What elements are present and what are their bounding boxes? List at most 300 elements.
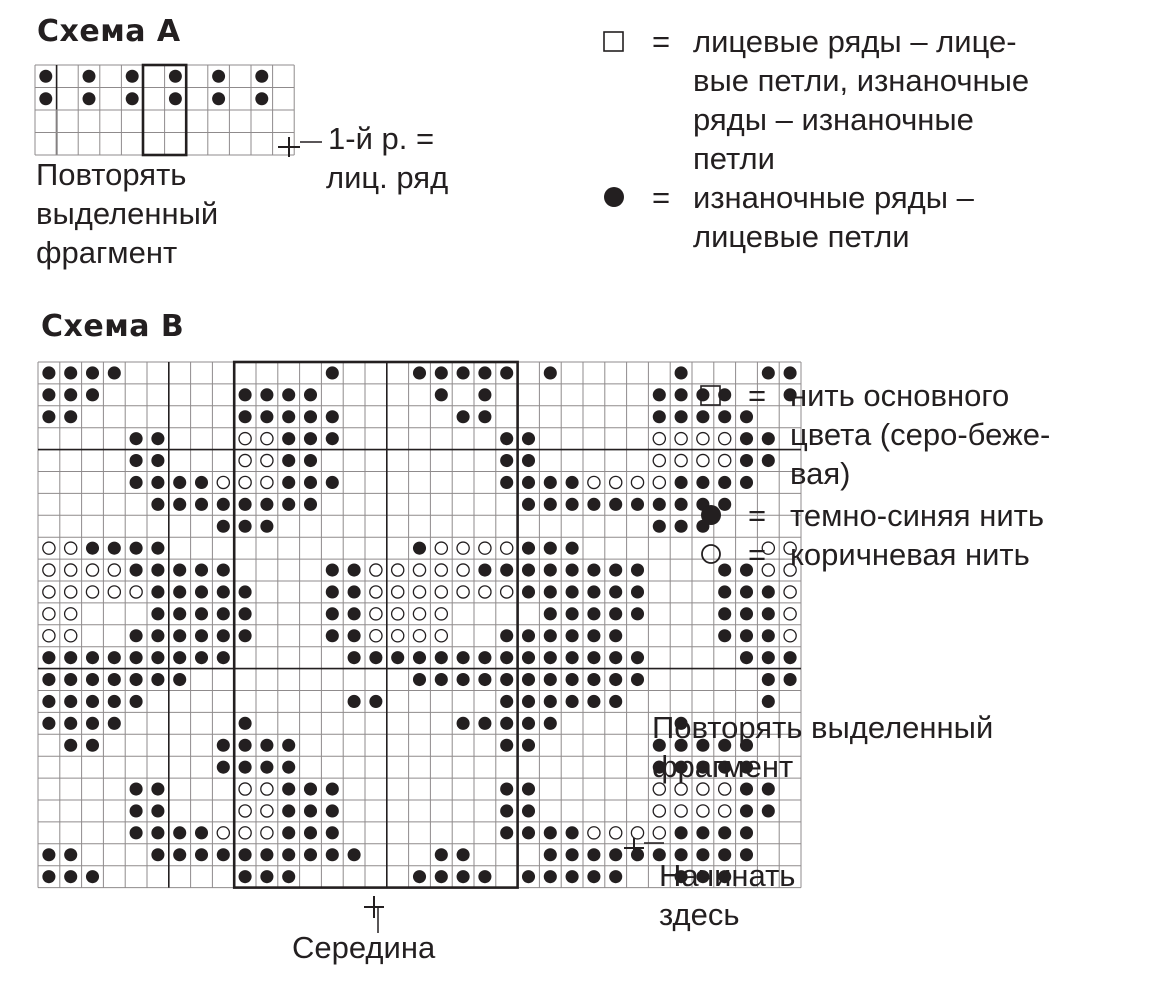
filled-dot — [718, 410, 731, 423]
open-circle — [239, 433, 251, 445]
open-circle — [65, 564, 77, 576]
filled-dot — [762, 673, 775, 686]
filled-dot — [86, 717, 99, 730]
filled-dot — [239, 498, 252, 511]
filled-dot — [675, 366, 688, 379]
filled-dot — [151, 585, 164, 598]
filled-dot — [130, 826, 143, 839]
filled-dot — [631, 651, 644, 664]
filled-dot — [478, 717, 491, 730]
open-circle — [784, 630, 796, 642]
open-circle — [697, 454, 709, 466]
open-circle — [261, 476, 273, 488]
open-circle — [239, 805, 251, 817]
filled-dot — [522, 476, 535, 489]
filled-dot — [217, 651, 230, 664]
open-circle — [65, 608, 77, 620]
filled-dot — [762, 629, 775, 642]
filled-dot — [631, 848, 644, 861]
start-here-note — [659, 856, 795, 934]
filled-dot — [587, 564, 600, 577]
filled-dot — [173, 476, 186, 489]
filled-dot — [130, 651, 143, 664]
filled-dot — [239, 848, 252, 861]
open-circle — [457, 564, 469, 576]
open-circle — [719, 454, 731, 466]
filled-dot — [675, 388, 688, 401]
filled-dot — [282, 804, 295, 817]
open-circle — [675, 454, 687, 466]
filled-dot — [566, 542, 579, 555]
filled-dot — [631, 607, 644, 620]
open-circle — [675, 805, 687, 817]
open-circle — [370, 608, 382, 620]
filled-dot — [239, 520, 252, 533]
filled-dot — [762, 804, 775, 817]
filled-dot — [326, 607, 339, 620]
legend-a-2-line-2: лицевые петли — [693, 219, 910, 254]
filled-dot — [42, 388, 55, 401]
filled-dot — [282, 432, 295, 445]
filled-dot — [762, 607, 775, 620]
filled-dot — [587, 651, 600, 664]
filled-dot — [631, 564, 644, 577]
filled-dot — [42, 695, 55, 708]
legend-b-1-line-2: цвета (серо-беже- — [790, 417, 1051, 452]
filled-dot — [282, 870, 295, 883]
legend-b-2-line-1: темно-синяя нить — [790, 498, 1044, 533]
open-circle — [784, 608, 796, 620]
filled-dot — [500, 739, 513, 752]
filled-dot — [566, 629, 579, 642]
legend-b-eq-1: = — [748, 378, 767, 413]
filled-dot — [282, 739, 295, 752]
filled-dot — [348, 629, 361, 642]
filled-dot — [195, 476, 208, 489]
filled-dot — [86, 695, 99, 708]
open-circle — [413, 608, 425, 620]
filled-dot — [740, 454, 753, 467]
open-circle — [435, 630, 447, 642]
filled-dot — [195, 564, 208, 577]
filled-dot — [435, 673, 448, 686]
filled-dot — [173, 564, 186, 577]
filled-dot — [718, 476, 731, 489]
open-circle — [653, 827, 665, 839]
filled-dot — [544, 629, 557, 642]
filled-dot — [522, 498, 535, 511]
filled-dot — [130, 432, 143, 445]
filled-dot — [740, 432, 753, 445]
filled-dot — [173, 629, 186, 642]
filled-dot — [522, 826, 535, 839]
filled-dot — [609, 629, 622, 642]
filled-dot — [42, 410, 55, 423]
filled-dot — [348, 564, 361, 577]
filled-dot — [609, 673, 622, 686]
open-circle — [719, 433, 731, 445]
filled-dot — [304, 476, 317, 489]
filled-dot — [304, 432, 317, 445]
filled-dot — [64, 651, 77, 664]
open-circle — [43, 542, 55, 554]
filled-dot — [457, 848, 470, 861]
open-circle — [501, 586, 513, 598]
filled-dot — [42, 870, 55, 883]
open-circle — [261, 783, 273, 795]
filled-dot — [587, 498, 600, 511]
filled-dot — [609, 498, 622, 511]
open-circle — [784, 586, 796, 598]
filled-dot — [348, 848, 361, 861]
filled-dot — [217, 498, 230, 511]
filled-dot — [326, 564, 339, 577]
open-circle — [370, 586, 382, 598]
open-circle — [392, 608, 404, 620]
filled-dot — [151, 629, 164, 642]
filled-dot — [413, 542, 426, 555]
filled-dot — [587, 848, 600, 861]
legend-b-eq-3: = — [748, 537, 767, 572]
filled-dot — [566, 651, 579, 664]
filled-dot — [282, 454, 295, 467]
filled-dot — [762, 585, 775, 598]
filled-dot — [522, 629, 535, 642]
filled-dot — [239, 585, 252, 598]
filled-dot — [64, 739, 77, 752]
filled-dot — [195, 629, 208, 642]
filled-dot — [718, 607, 731, 620]
filled-dot — [696, 826, 709, 839]
filled-dot — [326, 410, 339, 423]
filled-dot — [42, 848, 55, 861]
open-circle — [392, 630, 404, 642]
filled-dot — [435, 366, 448, 379]
filled-dot — [326, 848, 339, 861]
legend-b-3-line-1: коричневая нить — [790, 537, 1030, 572]
filled-dot — [86, 651, 99, 664]
filled-dot — [108, 695, 121, 708]
filled-dot — [369, 651, 382, 664]
open-circle — [43, 564, 55, 576]
filled-dot — [478, 410, 491, 423]
filled-dot — [282, 410, 295, 423]
filled-dot — [326, 366, 339, 379]
row1-note-line-2: лиц. ряд — [326, 160, 449, 195]
legend-a-1-line-1: лицевые ряды – лице- — [693, 24, 1017, 59]
filled-dot — [304, 826, 317, 839]
filled-dot — [195, 848, 208, 861]
filled-dot — [239, 410, 252, 423]
open-circle — [239, 827, 251, 839]
open-circle — [610, 476, 622, 488]
filled-dot — [522, 542, 535, 555]
filled-dot — [173, 498, 186, 511]
filled-dot — [566, 870, 579, 883]
filled-dot — [260, 520, 273, 533]
filled-dot — [544, 826, 557, 839]
filled-dot — [544, 651, 557, 664]
filled-dot — [304, 804, 317, 817]
filled-dot — [86, 366, 99, 379]
filled-dot — [675, 476, 688, 489]
legend-a-1-line-4: петли — [693, 141, 775, 176]
open-circle — [86, 564, 98, 576]
filled-dot — [457, 673, 470, 686]
filled-dot — [326, 629, 339, 642]
filled-dot — [130, 564, 143, 577]
filled-dot — [696, 410, 709, 423]
filled-dot-icon — [700, 504, 724, 528]
filled-dot — [544, 717, 557, 730]
open-circle — [217, 827, 229, 839]
filled-dot — [413, 673, 426, 686]
filled-dot — [522, 564, 535, 577]
filled-dot — [239, 870, 252, 883]
open-circle — [435, 608, 447, 620]
filled-dot — [282, 848, 295, 861]
legend-a-1-line-3: ряды – изнаночные — [693, 102, 974, 137]
open-circle — [631, 476, 643, 488]
filled-dot — [413, 870, 426, 883]
filled-dot — [653, 498, 666, 511]
open-circle — [610, 827, 622, 839]
filled-dot — [195, 607, 208, 620]
filled-dot — [587, 870, 600, 883]
filled-dot — [217, 585, 230, 598]
filled-dot — [544, 476, 557, 489]
filled-dot — [478, 388, 491, 401]
filled-dot — [500, 717, 513, 730]
filled-dot — [130, 783, 143, 796]
open-circle — [501, 542, 513, 554]
open-circle — [65, 630, 77, 642]
filled-dot — [609, 848, 622, 861]
legend-a-2-line-1: изнаночные ряды – — [693, 180, 974, 215]
filled-dot — [86, 388, 99, 401]
filled-dot — [566, 498, 579, 511]
filled-dot — [566, 476, 579, 489]
filled-dot — [609, 695, 622, 708]
filled-dot — [500, 651, 513, 664]
filled-dot — [522, 673, 535, 686]
filled-dot — [130, 804, 143, 817]
filled-dot — [718, 629, 731, 642]
filled-dot — [587, 629, 600, 642]
filled-dot — [522, 783, 535, 796]
open-circle — [588, 476, 600, 488]
filled-dot — [653, 388, 666, 401]
start-here-line-1: Начинать — [659, 858, 796, 893]
filled-dot — [740, 826, 753, 839]
row1-note-line-1: 1-й р. = — [328, 121, 435, 156]
filled-dot — [173, 607, 186, 620]
filled-dot — [64, 673, 77, 686]
filled-dot — [282, 826, 295, 839]
open-circle — [697, 805, 709, 817]
filled-dot — [478, 366, 491, 379]
filled-dot — [544, 607, 557, 620]
filled-dot — [86, 739, 99, 752]
filled-dot — [544, 695, 557, 708]
filled-dot — [544, 498, 557, 511]
filled-dot — [348, 651, 361, 664]
open-circle — [370, 630, 382, 642]
filled-dot — [217, 761, 230, 774]
filled-dot — [304, 410, 317, 423]
filled-dot — [326, 826, 339, 839]
filled-dot — [326, 476, 339, 489]
filled-dot — [587, 673, 600, 686]
filled-dot — [260, 410, 273, 423]
filled-dot — [304, 783, 317, 796]
filled-dot — [348, 607, 361, 620]
open-circle — [86, 586, 98, 598]
filled-dot — [544, 870, 557, 883]
open-circle — [653, 476, 665, 488]
filled-dot — [740, 476, 753, 489]
open-circle — [108, 564, 120, 576]
scheme-a-note-line-1: Повторять — [36, 157, 187, 192]
filled-dot — [522, 454, 535, 467]
filled-dot — [151, 826, 164, 839]
open-circle — [392, 586, 404, 598]
filled-dot — [151, 454, 164, 467]
filled-dot — [718, 826, 731, 839]
filled-dot — [326, 585, 339, 598]
filled-dot — [762, 454, 775, 467]
open-circle — [631, 827, 643, 839]
filled-dot — [522, 651, 535, 664]
filled-dot — [522, 739, 535, 752]
filled-dot — [566, 695, 579, 708]
open-circle — [675, 433, 687, 445]
filled-dot — [435, 870, 448, 883]
open-circle — [43, 586, 55, 598]
filled-dot — [478, 870, 491, 883]
legend-a-eq-1: = — [652, 24, 671, 59]
filled-dot — [435, 651, 448, 664]
filled-dot — [304, 848, 317, 861]
filled-dot — [413, 366, 426, 379]
open-circle — [239, 476, 251, 488]
open-circle — [435, 542, 447, 554]
filled-dot — [173, 673, 186, 686]
filled-dot — [195, 585, 208, 598]
open-circle — [653, 805, 665, 817]
open-circle — [392, 564, 404, 576]
filled-dot — [435, 848, 448, 861]
filled-dot — [151, 673, 164, 686]
legend-b-eq-2: = — [748, 498, 767, 533]
middle-label: Середина — [292, 930, 436, 965]
filled-dot — [740, 651, 753, 664]
filled-dot — [500, 826, 513, 839]
filled-dot — [762, 432, 775, 445]
filled-dot — [151, 564, 164, 577]
open-circle — [65, 586, 77, 598]
filled-dot — [64, 410, 77, 423]
open-circle — [479, 542, 491, 554]
filled-dot — [609, 585, 622, 598]
filled-dot — [173, 848, 186, 861]
filled-dot — [239, 607, 252, 620]
filled-dot — [195, 498, 208, 511]
filled-dot — [326, 783, 339, 796]
filled-dot — [64, 848, 77, 861]
filled-dot — [217, 607, 230, 620]
filled-dot — [631, 498, 644, 511]
filled-dot — [260, 848, 273, 861]
filled-dot — [696, 476, 709, 489]
filled-dot — [500, 783, 513, 796]
filled-dot — [64, 717, 77, 730]
filled-dot — [64, 366, 77, 379]
filled-dot — [653, 520, 666, 533]
filled-dot — [587, 607, 600, 620]
filled-dot — [130, 542, 143, 555]
open-circle — [413, 586, 425, 598]
legend-a-eq-2: = — [652, 180, 671, 215]
filled-dot — [151, 783, 164, 796]
open-circle — [261, 433, 273, 445]
filled-dot — [151, 498, 164, 511]
filled-dot — [282, 498, 295, 511]
filled-dot — [740, 585, 753, 598]
filled-dot — [260, 739, 273, 752]
filled-dot — [108, 673, 121, 686]
filled-dot — [566, 564, 579, 577]
filled-dot — [260, 388, 273, 401]
filled-dot — [151, 848, 164, 861]
filled-dot — [500, 564, 513, 577]
open-circle — [239, 783, 251, 795]
filled-dot — [566, 585, 579, 598]
filled-dot — [239, 761, 252, 774]
scheme-a-title: Схема А — [37, 14, 181, 49]
open-circle — [239, 454, 251, 466]
filled-dot — [108, 651, 121, 664]
filled-dot — [478, 564, 491, 577]
filled-dot — [130, 673, 143, 686]
filled-dot — [130, 695, 143, 708]
open-circle — [65, 542, 77, 554]
filled-dot — [282, 761, 295, 774]
open-circle — [653, 454, 665, 466]
open-circle — [217, 476, 229, 488]
empty-square-icon — [700, 385, 722, 407]
scheme-b-note-line-2: фрагмент — [652, 749, 794, 784]
legend-b-text-1 — [790, 376, 1050, 493]
filled-dot — [282, 388, 295, 401]
filled-dot — [173, 826, 186, 839]
filled-dot — [653, 410, 666, 423]
filled-dot — [42, 651, 55, 664]
filled-dot — [217, 848, 230, 861]
filled-dot — [544, 848, 557, 861]
filled-dot — [784, 651, 797, 664]
open-circle — [43, 630, 55, 642]
open-circle — [261, 454, 273, 466]
filled-dot — [108, 542, 121, 555]
filled-dot — [195, 651, 208, 664]
filled-dot — [64, 388, 77, 401]
filled-dot — [718, 585, 731, 598]
filled-dot — [631, 585, 644, 598]
filled-dot — [675, 498, 688, 511]
filled-dot — [151, 476, 164, 489]
filled-dot — [42, 717, 55, 730]
